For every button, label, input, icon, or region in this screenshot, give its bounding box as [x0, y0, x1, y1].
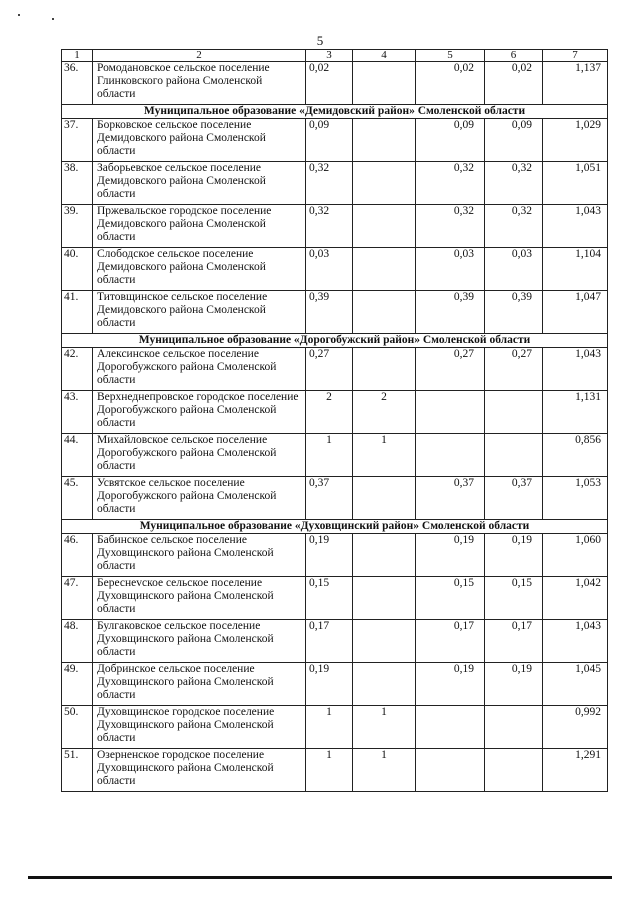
settlement-name: Булгаковское сельское поселение Духовщинского района Смоленской области: [93, 620, 306, 663]
settlement-name: Ромодановское сельское поселение Глинковского района Смоленской области: [93, 62, 306, 105]
table-row: [62, 205, 608, 248]
settlement-name: Слободское сельское поселение Демидовского района Смоленской области: [93, 248, 306, 291]
value-col7: 1,137: [543, 62, 608, 105]
table-row: [62, 162, 608, 205]
value-col3: 2: [306, 391, 353, 434]
value-col7: 1,047: [543, 291, 608, 334]
value-col5: 0,39: [416, 291, 485, 334]
value-col4: 1: [353, 749, 416, 792]
value-col4: [353, 162, 416, 205]
value-col6: 0,39: [485, 291, 543, 334]
value-col5: [416, 749, 485, 792]
settlement-name: Добринское сельское поселение Духовщинского района Смоленской области: [93, 663, 306, 706]
value-col4: [353, 477, 416, 520]
value-col7: 1,131: [543, 391, 608, 434]
row-number: 46.: [62, 534, 93, 577]
value-col4: [353, 663, 416, 706]
value-col5: 0,32: [416, 162, 485, 205]
settlement-name: Титовщинское сельское поселение Демидовского района Смоленской области: [93, 291, 306, 334]
value-col3: 0,03: [306, 248, 353, 291]
value-col6: 0,32: [485, 205, 543, 248]
value-col5: 0,15: [416, 577, 485, 620]
value-col3: 0,09: [306, 119, 353, 162]
settlement-name: Заборьевское сельское поселение Демидовского района Смоленской области: [93, 162, 306, 205]
row-number: 51.: [62, 749, 93, 792]
table-row: [62, 749, 608, 792]
row-number: 42.: [62, 348, 93, 391]
row-number: 49.: [62, 663, 93, 706]
row-number: 44.: [62, 434, 93, 477]
column-header: 6: [485, 50, 543, 62]
column-header: 4: [353, 50, 416, 62]
value-col6: 0,03: [485, 248, 543, 291]
value-col5: [416, 391, 485, 434]
row-number: 45.: [62, 477, 93, 520]
value-col5: 0,27: [416, 348, 485, 391]
district-group-row: [62, 334, 608, 348]
row-number: 48.: [62, 620, 93, 663]
value-col7: 1,042: [543, 577, 608, 620]
value-col6: [485, 749, 543, 792]
value-col4: [353, 119, 416, 162]
value-col7: 0,992: [543, 706, 608, 749]
value-col6: 0,27: [485, 348, 543, 391]
table-row: [62, 663, 608, 706]
value-col4: [353, 248, 416, 291]
value-col6: [485, 434, 543, 477]
value-col7: 0,856: [543, 434, 608, 477]
settlement-name: Духовщинское городское поселение Духовщинского района Смоленской области: [93, 706, 306, 749]
row-number: 40.: [62, 248, 93, 291]
value-col3: 0,02: [306, 62, 353, 105]
value-col3: 0,37: [306, 477, 353, 520]
table-row: [62, 577, 608, 620]
value-col3: 0,19: [306, 663, 353, 706]
value-col6: 0,37: [485, 477, 543, 520]
value-col6: 0,19: [485, 663, 543, 706]
table-row: [62, 391, 608, 434]
row-number: 50.: [62, 706, 93, 749]
settlement-name: Пржевальское городское поселение Демидовского района Смоленской области: [93, 205, 306, 248]
value-col4: 2: [353, 391, 416, 434]
table-row: [62, 119, 608, 162]
value-col7: 1,053: [543, 477, 608, 520]
value-col5: 0,37: [416, 477, 485, 520]
table-row: [62, 620, 608, 663]
row-number: 38.: [62, 162, 93, 205]
table-row: [62, 477, 608, 520]
value-col6: [485, 706, 543, 749]
value-col5: 0,17: [416, 620, 485, 663]
value-col6: [485, 391, 543, 434]
table-row: [62, 706, 608, 749]
table-row: [62, 248, 608, 291]
value-col4: [353, 534, 416, 577]
allocation-table: [61, 49, 608, 792]
value-col7: 1,060: [543, 534, 608, 577]
scan-speck: [18, 14, 20, 16]
row-number: 41.: [62, 291, 93, 334]
row-number: 47.: [62, 577, 93, 620]
value-col3: 0,32: [306, 162, 353, 205]
settlement-name: Верхнеднепровское городское поселение Дорогобужского района Смоленской области: [93, 391, 306, 434]
value-col4: [353, 620, 416, 663]
value-col7: 1,104: [543, 248, 608, 291]
value-col5: 0,03: [416, 248, 485, 291]
value-col4: 1: [353, 706, 416, 749]
row-number: 39.: [62, 205, 93, 248]
value-col4: [353, 577, 416, 620]
settlement-name: Береснevское сельское поселение Духовщинского района Смоленской области: [93, 577, 306, 620]
value-col5: 0,02: [416, 62, 485, 105]
value-col3: 1: [306, 434, 353, 477]
settlement-name: Михайловское сельское поселение Дорогобужского района Смоленской области: [93, 434, 306, 477]
value-col5: 0,32: [416, 205, 485, 248]
value-col3: 0,17: [306, 620, 353, 663]
value-col4: [353, 348, 416, 391]
value-col5: 0,09: [416, 119, 485, 162]
value-col5: [416, 434, 485, 477]
value-col4: [353, 291, 416, 334]
row-number: 43.: [62, 391, 93, 434]
value-col4: [353, 62, 416, 105]
value-col6: 0,15: [485, 577, 543, 620]
value-col5: [416, 706, 485, 749]
value-col5: 0,19: [416, 663, 485, 706]
value-col6: 0,09: [485, 119, 543, 162]
value-col5: 0,19: [416, 534, 485, 577]
scan-speck: [52, 18, 54, 20]
value-col7: 1,291: [543, 749, 608, 792]
value-col7: 1,043: [543, 620, 608, 663]
district-group-title: Муниципальное образование «Демидовский район» Смоленской области: [62, 105, 608, 119]
value-col6: 0,32: [485, 162, 543, 205]
value-col7: 1,029: [543, 119, 608, 162]
settlement-name: Усвятское сельское поселение Дорогобужского района Смоленской области: [93, 477, 306, 520]
settlement-name: Бабинское сельское поселение Духовщинского района Смоленской области: [93, 534, 306, 577]
row-number: 37.: [62, 119, 93, 162]
value-col7: 1,043: [543, 348, 608, 391]
district-group-row: [62, 520, 608, 534]
table-row: [62, 348, 608, 391]
value-col3: 0,39: [306, 291, 353, 334]
table-row: [62, 291, 608, 334]
value-col6: 0,02: [485, 62, 543, 105]
value-col3: 1: [306, 706, 353, 749]
column-header: 2: [93, 50, 306, 62]
bottom-rule: [28, 876, 612, 879]
value-col7: 1,045: [543, 663, 608, 706]
value-col3: 1: [306, 749, 353, 792]
value-col3: 0,19: [306, 534, 353, 577]
value-col4: 1: [353, 434, 416, 477]
district-group-row: [62, 105, 608, 119]
value-col7: 1,043: [543, 205, 608, 248]
row-number: 36.: [62, 62, 93, 105]
settlement-name: Алексинское сельское поселение Дорогобужского района Смоленской области: [93, 348, 306, 391]
district-group-title: Муниципальное образование «Дорогобужский район» Смоленской области: [62, 334, 608, 348]
column-header: 3: [306, 50, 353, 62]
district-group-title: Муниципальное образование «Духовщинский район» Смоленской области: [62, 520, 608, 534]
table-row: [62, 62, 608, 105]
table-row: [62, 434, 608, 477]
table-header-row: [62, 50, 608, 62]
settlement-name: Озерненское городское поселение Духовщинского района Смоленской области: [93, 749, 306, 792]
value-col7: 1,051: [543, 162, 608, 205]
column-header: 1: [62, 50, 93, 62]
value-col3: 0,32: [306, 205, 353, 248]
value-col4: [353, 205, 416, 248]
page-number: 5: [316, 33, 324, 48]
column-header: 5: [416, 50, 485, 62]
value-col6: 0,19: [485, 534, 543, 577]
column-header: 7: [543, 50, 608, 62]
value-col3: 0,15: [306, 577, 353, 620]
value-col3: 0,27: [306, 348, 353, 391]
value-col6: 0,17: [485, 620, 543, 663]
table-row: [62, 534, 608, 577]
settlement-name: Борковское сельское поселение Демидовского района Смоленской области: [93, 119, 306, 162]
